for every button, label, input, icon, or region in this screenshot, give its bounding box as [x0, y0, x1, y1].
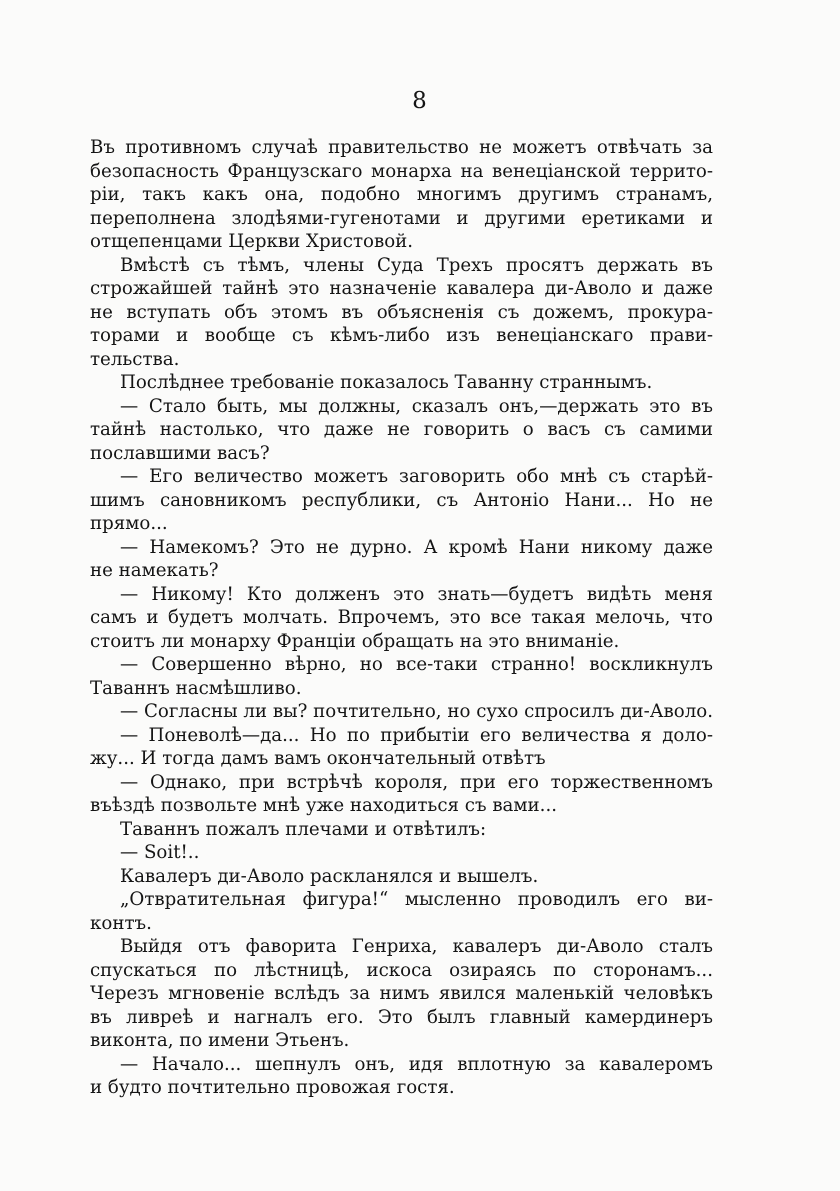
- paragraph: [90, 724, 713, 771]
- text-line: Вмѣстѣ съ тѣмъ, члены Суда Трехъ просятъ держать въ: [120, 254, 713, 276]
- text-line: тельства.: [90, 348, 180, 370]
- paragraph: [90, 395, 713, 466]
- paragraph: [90, 865, 713, 889]
- text-line: спускаться по лѣстницѣ, искоса озираясь по сторонамъ...: [90, 959, 713, 981]
- text-line: самъ и будетъ молчать. Впрочемъ, это все такая мелочь, что: [90, 607, 713, 628]
- paragraph: [90, 888, 713, 935]
- text-line: контъ.: [90, 912, 152, 934]
- text-line: прямо...: [90, 513, 168, 534]
- text-line: пославшими васъ?: [90, 442, 270, 464]
- text-line: въѣздѣ позвольте мнѣ уже находиться съ вами...: [90, 795, 558, 816]
- text-line: и будто почтительно провожая гостя.: [90, 1077, 455, 1098]
- text-line: Таваннъ насмѣшливо.: [90, 677, 302, 699]
- text-body: [90, 136, 713, 1100]
- text-line: — Стало быть, мы должны, сказалъ онъ,—держать это въ: [120, 395, 713, 417]
- text-line: — Согласны ли вы? почтительно, но сухо спросилъ ди-Аволо.: [120, 701, 713, 722]
- text-line: Черезъ мгновеніе вслѣдъ за нимъ явился маленькій человѣкъ: [90, 983, 713, 1004]
- text-line: — Поневолѣ—да... Но по прибытіи его величества я доло-: [120, 724, 713, 746]
- page-number: 8: [412, 88, 428, 114]
- text-line: переполнена злодѣями-гугенотами и другими еретиками и: [90, 207, 713, 229]
- text-line: — Однако, при встрѣчѣ короля, при его торжественномъ: [120, 771, 713, 793]
- text-line: стоитъ ли монарху Франціи обращать на это вниманіе.: [90, 630, 620, 652]
- text-line: не вступать объ этомъ въ объясненія съ дожемъ, прокура-: [90, 301, 713, 323]
- paragraph: [90, 771, 713, 818]
- paragraph: [90, 653, 713, 700]
- text-line: тайнѣ настолько, что даже не говорить о васъ съ самими: [90, 419, 713, 440]
- paragraph: [90, 583, 713, 654]
- paragraph: [90, 254, 713, 372]
- text-line: отщепенцами Церкви Христовой.: [90, 231, 414, 252]
- text-line: строжайшей тайнѣ это назначеніе кавалера ди-Аволо и даже: [90, 278, 713, 299]
- text-line: шимъ сановникомъ республики, съ Антоніо Нани... Но не: [90, 489, 713, 511]
- paragraph: [90, 371, 713, 395]
- text-line: „Отвратительная фигура!“ мысленно проводилъ его ви-: [120, 889, 713, 910]
- paragraph: [90, 935, 713, 1053]
- paragraph: [90, 136, 713, 254]
- text-line: Кавалеръ ди-Аволо раскланялся и вышелъ.: [120, 865, 539, 887]
- text-line: Въ противномъ случаѣ правительство не можетъ отвѣчать за: [90, 137, 713, 158]
- paragraph: [90, 536, 713, 583]
- text-line: — Его величество можетъ заговорить обо мнѣ съ старѣй-: [120, 466, 713, 487]
- text-line: Выйдя отъ фаворита Генриха, кавалеръ ди-Аволо сталъ: [120, 936, 713, 957]
- text-line: ріи, такъ какъ она, подобно многимъ другимъ странамъ,: [90, 184, 713, 205]
- text-line: — Совершенно вѣрно, но все-таки странно! воскликнулъ: [120, 654, 713, 675]
- text-line: — Soit!..: [120, 842, 200, 863]
- paragraph: [90, 841, 713, 865]
- paragraph: [90, 818, 713, 842]
- text-line: безопасность Французскаго монарха на венеціанской террито-: [90, 160, 713, 182]
- text-line: жу... И тогда дамъ вамъ окончательный отвѣтъ: [90, 748, 546, 769]
- text-line: виконта, по имени Этьенъ.: [90, 1030, 350, 1051]
- text-line: Таваннъ пожалъ плечами и отвѣтилъ:: [120, 818, 487, 840]
- paragraph: [90, 700, 713, 724]
- paragraph: [90, 465, 713, 536]
- text-line: въ ливреѣ и нагналъ его. Это былъ главный камердинеръ: [90, 1006, 713, 1028]
- text-line: торами и вообще съ кѣмъ-либо изъ венеціанскаго прави-: [90, 325, 713, 346]
- text-line: — Намекомъ? Это не дурно. А кромѣ Нани никому даже: [120, 536, 713, 558]
- text-line: — Начало... шепнулъ онъ, идя вплотную за кавалеромъ: [120, 1053, 713, 1075]
- text-line: — Никому! Кто долженъ это знать—будетъ видѣть меня: [120, 583, 713, 605]
- paragraph: [90, 1053, 713, 1100]
- text-line: Послѣднее требованіе показалось Таванну страннымъ.: [120, 372, 653, 393]
- text-line: не намекать?: [90, 560, 219, 581]
